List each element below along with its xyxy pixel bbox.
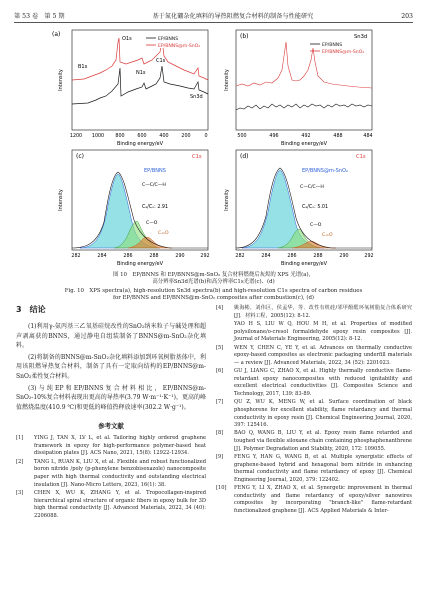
conclusion-para-3: (3)与纯EP和EP/BNNS复合材料相比，EP/BNNS@m-SnO₂-10%复合材料表现出更高的导热率(3.79 W·m⁻¹·K⁻¹)，更高的峰值燃烧温度(410.9 ℃)和更低的峰值热释放速率(302.2 W·g⁻¹)。 xyxy=(16,385,206,411)
reference-item: [1] YING J, TAN X, LV L, et al. Tailoring highly ordered graphene framework in epoxy for high-performance polymer-based heat dissipation plates [J]. ACS Nano, 2021, 15(8): 12922-12934. xyxy=(16,435,206,457)
svg-text:290: 290 xyxy=(175,254,185,259)
reference-item: [7] QU Z, WU K, MENG W, et al. Surface coordination of black phosphorene for excellent stability, flame retardancy and thermal conductivity in epoxy resin [J]. Chemical Engineering Journal, 2020, 397: 125416. xyxy=(216,399,412,429)
figure-caption xyxy=(20,272,407,303)
svg-text:496: 496 xyxy=(269,134,279,139)
svg-text:1000: 1000 xyxy=(91,134,105,139)
caption-en-line1: Fig. 10 XPS spectra(a), high-resolution Sn3d spectra(b) and high-resolution C1s spectra of carbon residues xyxy=(64,287,363,294)
peak-b1s: B1s xyxy=(78,64,88,70)
spectrum-b-ep-bnns-snO2 xyxy=(236,42,372,88)
panel-b-label: (b) xyxy=(240,33,249,40)
panel-c-ylabel: Intensity xyxy=(58,189,64,211)
panel-b xyxy=(224,30,373,147)
reference-item: [2] TANG L, RUAN K, LIU X, et al. Flexible and robust functionalized boron nitride /poly (p-phenylene benzobisoxazole) nanocomposite paper with high thermal conductivity and outstanding electrical insulation [J]. Nano-Micro Letters, 2023, 16(1): 38. xyxy=(16,458,206,488)
peak-c1s: C1s xyxy=(156,58,166,64)
article-title: 基于氮化硼杂化填料的导热阻燃复合材料的制备与性能研究 xyxy=(152,13,314,20)
svg-text:292: 292 xyxy=(364,254,374,259)
panel-b-xlabel: Binding energy/eV xyxy=(280,141,328,147)
svg-text:282: 282 xyxy=(235,254,245,259)
panel-a-xlabel: Binding energy/eV xyxy=(116,141,164,147)
panel-c-label: (c) xyxy=(76,153,84,160)
panel-c-xlabel: Binding energy/eV xyxy=(116,261,164,267)
panel-a xyxy=(52,30,208,147)
legend-b-2: EP/BNNS@m-SnO₂ xyxy=(322,50,365,55)
svg-text:286: 286 xyxy=(123,254,133,259)
conclusion-para-2: (2)将制备的BNNS@m-SnO₂杂化填料添加到环氧树脂基体中，利用该阻燃导热复合材料，制备了具有一定取向结构的EP/BNNS@m-SnO₂柔性复合材料。 xyxy=(16,354,206,380)
svg-text:292: 292 xyxy=(200,254,210,259)
svg-text:800: 800 xyxy=(115,134,125,139)
svg-text:286: 286 xyxy=(287,254,297,259)
svg-text:500: 500 xyxy=(237,134,247,139)
panel-d-label: (d) xyxy=(240,153,249,160)
panel-d-tag: C1s xyxy=(356,154,366,160)
svg-text:288: 288 xyxy=(149,254,159,259)
peak-sn3d: Sn3d xyxy=(190,94,203,100)
svg-text:284: 284 xyxy=(261,254,271,259)
svg-text:288: 288 xyxy=(313,254,323,259)
caption-cn-line1: 图 10 EP/BNNS 和 EP/BNNS@m-SnO₂ 复合材料燃烧后灰烬的 XPS 光谱(a)， xyxy=(113,272,314,278)
reference-item: [3] CHEN X, WU K, ZHANG Y, et al. Tropocollagen-inspired hierarchical spiral structure of organic fibers in epoxy bulk for 3D high thermal conductivity [J]. Advanced Materials, 2022, 34 (40): 2206088. xyxy=(16,490,206,519)
panel-c-sample: EP/BNNS xyxy=(144,168,166,174)
reference-item: [8] BAO Q, WANG B, LIU Y, et al. Epoxy resin flame retarded and toughed via flexible siloxane chain containing phosphaphenanthrene [J]. Polymer Degradation and Stability, 2020, 172: 109055. xyxy=(216,430,412,452)
panel-c-tag: C1s xyxy=(192,154,202,160)
panel-d-sample: EP/BNNS@m-SnO₂ xyxy=(302,168,348,174)
svg-text:600: 600 xyxy=(137,134,147,139)
panel-d xyxy=(224,150,374,267)
panel-a-label: (a) xyxy=(52,31,61,38)
panel-d-xlabel: Binding energy/eV xyxy=(280,261,328,267)
reference-item: YAO H S, LIU W Q, HOU M H, et al. Properties of modified polysiloxane/o-cresol formaldehyde epoxy resin composites [J]. Journal of Materials Engineering, 2005(12): 8-12. xyxy=(234,320,412,343)
panel-b-tag: Sn3d xyxy=(354,34,368,40)
page-number: 203 xyxy=(401,13,413,20)
references-heading: 参考文献 xyxy=(98,421,124,430)
panel-d-cc-label: C—C/C—H xyxy=(300,185,324,190)
spectrum-b-ep-bnns xyxy=(236,104,372,110)
svg-text:492: 492 xyxy=(301,134,311,139)
panel-d-ratio: Cₐ/Cₒ: 5.01 xyxy=(302,205,328,210)
panel-d-c=o-label: C=O xyxy=(322,233,333,238)
reference-item: [5] WEN Y, CHEN C, YE Y, et al. Advances on thermally conductive epoxy-based composites as electronic packaging underfill materials — a review [J]. Advanced Materials, 2022, 34 (52): 2201023. xyxy=(216,344,412,366)
journal-volume: 第 53 卷 第 5 期 xyxy=(14,13,65,20)
panel-d-co-label: C—O xyxy=(310,223,322,228)
panel-c-ratio: Cₐ/Cₒ: 2.91 xyxy=(142,205,168,210)
panel-c-c=o-label: C=O xyxy=(158,231,169,236)
svg-text:400: 400 xyxy=(159,134,169,139)
svg-text:1200: 1200 xyxy=(69,134,83,139)
caption-cn-line2: 高分辨率Sn3d光谱(b)和高分辨率C1s光谱(c)、(d) xyxy=(152,279,275,286)
svg-text:484: 484 xyxy=(363,134,373,139)
peak-o1s: O1s xyxy=(122,36,132,42)
reference-item: [6] GU J, LIANG C, ZHAO X, et al. Highly thermally conductive flame-retardant epoxy nanocomposites with reduced ignitability and excellent electrical conductivities [J]. Composites Science and Technology, 2017, 139: 83-89. xyxy=(216,368,412,397)
panel-c-xticks xyxy=(71,253,209,259)
legend-b-1: EP/BNNS xyxy=(322,43,343,48)
svg-text:200: 200 xyxy=(181,134,191,139)
svg-text:0: 0 xyxy=(204,134,208,139)
panel-c-cc-label: C—C/C—H xyxy=(142,183,166,188)
figure-10 xyxy=(48,26,378,270)
right-column xyxy=(216,305,412,516)
reference-item: [4] 姚海彬，刘伟区，侯孟华，等．改性有机硅/邻甲酚醛环氧树脂复合体系研究[J]．材料工程，2005(12): 8-12. xyxy=(216,305,412,319)
svg-text:284: 284 xyxy=(97,254,107,259)
panel-b-ylabel: Intensity xyxy=(224,69,230,91)
panel-c-co-label: C—O xyxy=(146,221,158,226)
panel-a-ylabel: Intensity xyxy=(58,69,64,91)
left-column xyxy=(16,305,206,521)
conclusion-para-1: (1)利用γ-氨丙基三乙氧基硅烷改性的SnO₂纳米粒子与碱处理和超声剥离获的BNNS，通过静电自组装制备了BNNS@m-SnO₂杂化填料。 xyxy=(16,323,206,349)
running-header xyxy=(14,8,413,23)
peak-n1s: N1s xyxy=(136,70,146,76)
panel-c xyxy=(58,150,210,267)
svg-text:290: 290 xyxy=(339,254,349,259)
svg-text:282: 282 xyxy=(71,254,81,259)
panel-d-ylabel: Intensity xyxy=(224,189,230,211)
panel-d-xticks xyxy=(235,253,373,259)
svg-text:488: 488 xyxy=(333,134,343,139)
caption-en-line2: for EP/BNNS and EP/BNNS@m-SnO₂ composites after combustion(c), (d) xyxy=(112,295,315,302)
reference-item: [9] FENG Y, HAN G, WANG B, et al. Multiple synergistic effects of graphene-based hybrid and hexagonal born nitride in enhancing thermal conductivity and flame retardancy of epoxy [J]. Chemical Engineering Journal, 2020, 379: 122402. xyxy=(216,454,412,483)
section-heading: 3 结论 xyxy=(16,305,46,314)
reference-item: [10] FENG Y, LI X, ZHAO X, et al. Synergetic improvement in thermal conductivity and flame retardancy of epoxy/silver nanowires composites by incorporating "branch-like" flame-retardant functionalized graphene [J]. ACS Applied Materials & Inter- xyxy=(216,485,412,515)
legend-a-1: EP/BNNS xyxy=(158,37,179,42)
panel-b-xticks xyxy=(237,133,372,139)
panel-a-xticks xyxy=(70,133,208,139)
legend-a-2: EP/BNNS@m-SnO₂ xyxy=(158,44,201,49)
